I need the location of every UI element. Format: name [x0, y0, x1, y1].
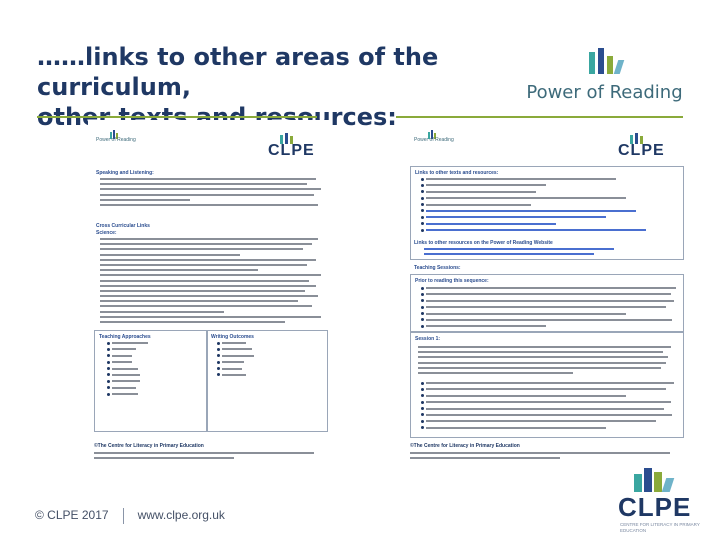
slide-title [37, 42, 517, 132]
prior-reading-list [420, 287, 675, 332]
writing-outcomes-heading: Writing Outcomes [211, 334, 254, 340]
session-1-text [418, 346, 676, 377]
science-heading: Science: [96, 230, 117, 236]
right-footer-credit: ©The Centre for Literacy in Primary Education [410, 443, 520, 449]
power-of-reading-logo [522, 44, 687, 108]
teaching-approaches-list [106, 342, 146, 400]
speaking-text [100, 178, 325, 209]
links-texts-list [420, 178, 660, 236]
mini-por-logo: Power of Reading [414, 125, 474, 145]
power-of-reading-wordmark: Power of Reading [526, 82, 683, 103]
cross-curricular-heading: Cross Curricular Links [96, 223, 150, 229]
right-divider [396, 116, 683, 118]
session-1-list [420, 382, 675, 433]
links-pr-list [424, 248, 624, 258]
clpe-bars-icon [632, 466, 684, 492]
science-text [100, 238, 325, 326]
footer-separator [123, 508, 124, 524]
left-divider [37, 116, 317, 118]
session-1-heading: Session 1: [415, 336, 441, 342]
teaching-approaches-heading: Teaching Approaches [99, 334, 151, 340]
copyright-text: © CLPE 2017 [35, 508, 109, 523]
slide-footer [35, 508, 225, 524]
slide-title-line2: other resources: [37, 103, 397, 131]
links-pr-heading: Links to other resources on the Power of Reading Website [414, 240, 553, 246]
slide-title-line1: ……links to other areas of the curriculum, [37, 43, 439, 101]
mini-clpe-logo: CLPE [268, 124, 322, 160]
document-page-left [88, 120, 332, 485]
logo-bars-icon [589, 48, 629, 74]
writing-outcomes-list [216, 342, 256, 380]
clpe-subtitle: CENTRE FOR LITERACY IN PRIMARY EDUCATION [620, 522, 700, 533]
prior-reading-heading: Prior to reading this sequence: [415, 278, 489, 284]
clpe-logo [612, 466, 702, 538]
mini-por-logo: Power of Reading [96, 125, 156, 145]
clpe-wordmark: CLPE [618, 492, 692, 522]
left-footer-credit: ©The Centre for Literacy in Primary Education [94, 443, 204, 449]
links-texts-heading: Links to other texts and resources: [415, 170, 499, 176]
mini-clpe-logo: CLPE [618, 124, 672, 160]
teaching-sessions-heading: Teaching Sessions: [414, 265, 461, 271]
document-page-right [406, 120, 686, 485]
website-link[interactable]: www.clpe.org.uk [137, 508, 225, 523]
speaking-heading: Speaking and Listening: [96, 170, 154, 176]
